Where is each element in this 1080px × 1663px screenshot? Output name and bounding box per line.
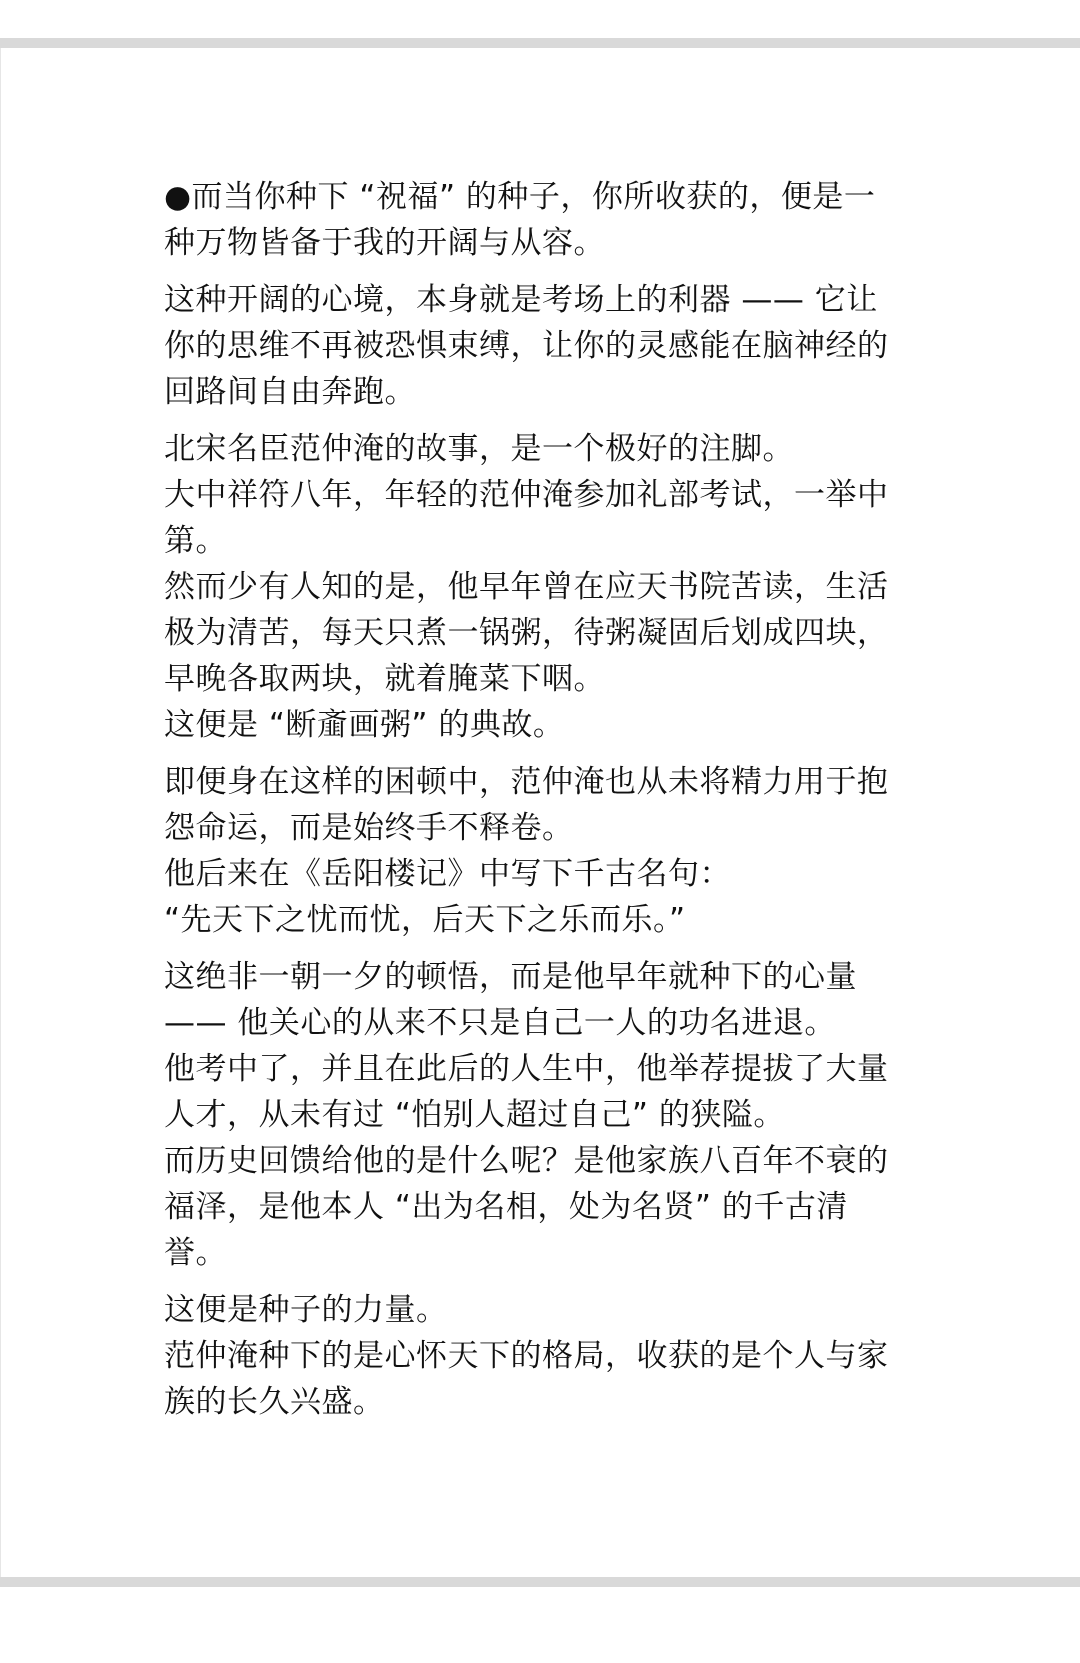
text-line: 这种开阔的心境，本身就是考场上的利器 —— 它让 <box>164 282 878 318</box>
text-line: 北宋名臣范仲淹的故事，是一个极好的注脚。 <box>164 431 794 467</box>
text-line: 你的思维不再被恐惧束缚，让你的灵感能在脑神经的 <box>164 328 889 364</box>
text-line: 第。 <box>164 523 227 559</box>
text-line: 极为清苦，每天只煮一锅粥，待粥凝固后划成四块， <box>164 615 889 651</box>
text-line: 而历史回馈给他的是什么呢？是他家族八百年不衰的 <box>164 1143 889 1179</box>
paragraph-open-mind <box>164 277 924 415</box>
text-line: 范仲淹种下的是心怀天下的格局，收获的是个人与家 <box>164 1338 889 1374</box>
text-line: 这便是种子的力量。 <box>164 1292 448 1328</box>
paragraph-yueyang-tower <box>164 759 924 943</box>
text-line: “先天下之忧而忧，后天下之乐而乐。” <box>164 902 686 938</box>
text-line: 这绝非一朝一夕的顿悟，而是他早年就种下的心量 <box>164 959 857 995</box>
text-line: 族的长久兴盛。 <box>164 1384 385 1420</box>
article-body <box>164 174 924 1436</box>
text-line: ●而当你种下 “祝福” 的种子，你所收获的，便是一 <box>164 179 876 215</box>
text-line: —— 他关心的从来不只是自己一人的功名进退。 <box>164 1005 836 1041</box>
text-line: 然而少有人知的是，他早年曾在应天书院苦读，生活 <box>164 569 889 605</box>
text-line: 怨命运，而是始终手不释卷。 <box>164 810 574 846</box>
text-line: 人才，从未有过 “怕别人超过自己” 的狭隘。 <box>164 1097 785 1133</box>
page-left-edge <box>0 48 1 1577</box>
paragraph-mindset-legacy <box>164 954 924 1276</box>
text-line: 大中祥符八年，年轻的范仲淹参加礼部考试，一举中 <box>164 477 889 513</box>
text-line: 福泽，是他本人 “出为名相，处为名贤” 的千古清 <box>164 1189 848 1225</box>
text-line: 誉。 <box>164 1235 227 1271</box>
paragraph-seed-power <box>164 1287 924 1425</box>
text-line: 早晚各取两块，就着腌菜下咽。 <box>164 661 605 697</box>
text-line: 回路间自由奔跑。 <box>164 374 416 410</box>
text-line: 这便是 “断齑画粥” 的典故。 <box>164 707 565 743</box>
top-divider <box>0 38 1080 48</box>
text-line: 他后来在《岳阳楼记》中写下千古名句： <box>164 856 731 892</box>
text-line: 种万物皆备于我的开阔与从容。 <box>164 225 605 261</box>
bottom-divider <box>0 1577 1080 1587</box>
text-line: 他考中了，并且在此后的人生中，他举荐提拔了大量 <box>164 1051 889 1087</box>
text-line: 即便身在这样的困顿中，范仲淹也从未将精力用于抱 <box>164 764 889 800</box>
paragraph-blessing-seed <box>164 174 924 266</box>
paragraph-fan-zhongyan-story <box>164 426 924 748</box>
